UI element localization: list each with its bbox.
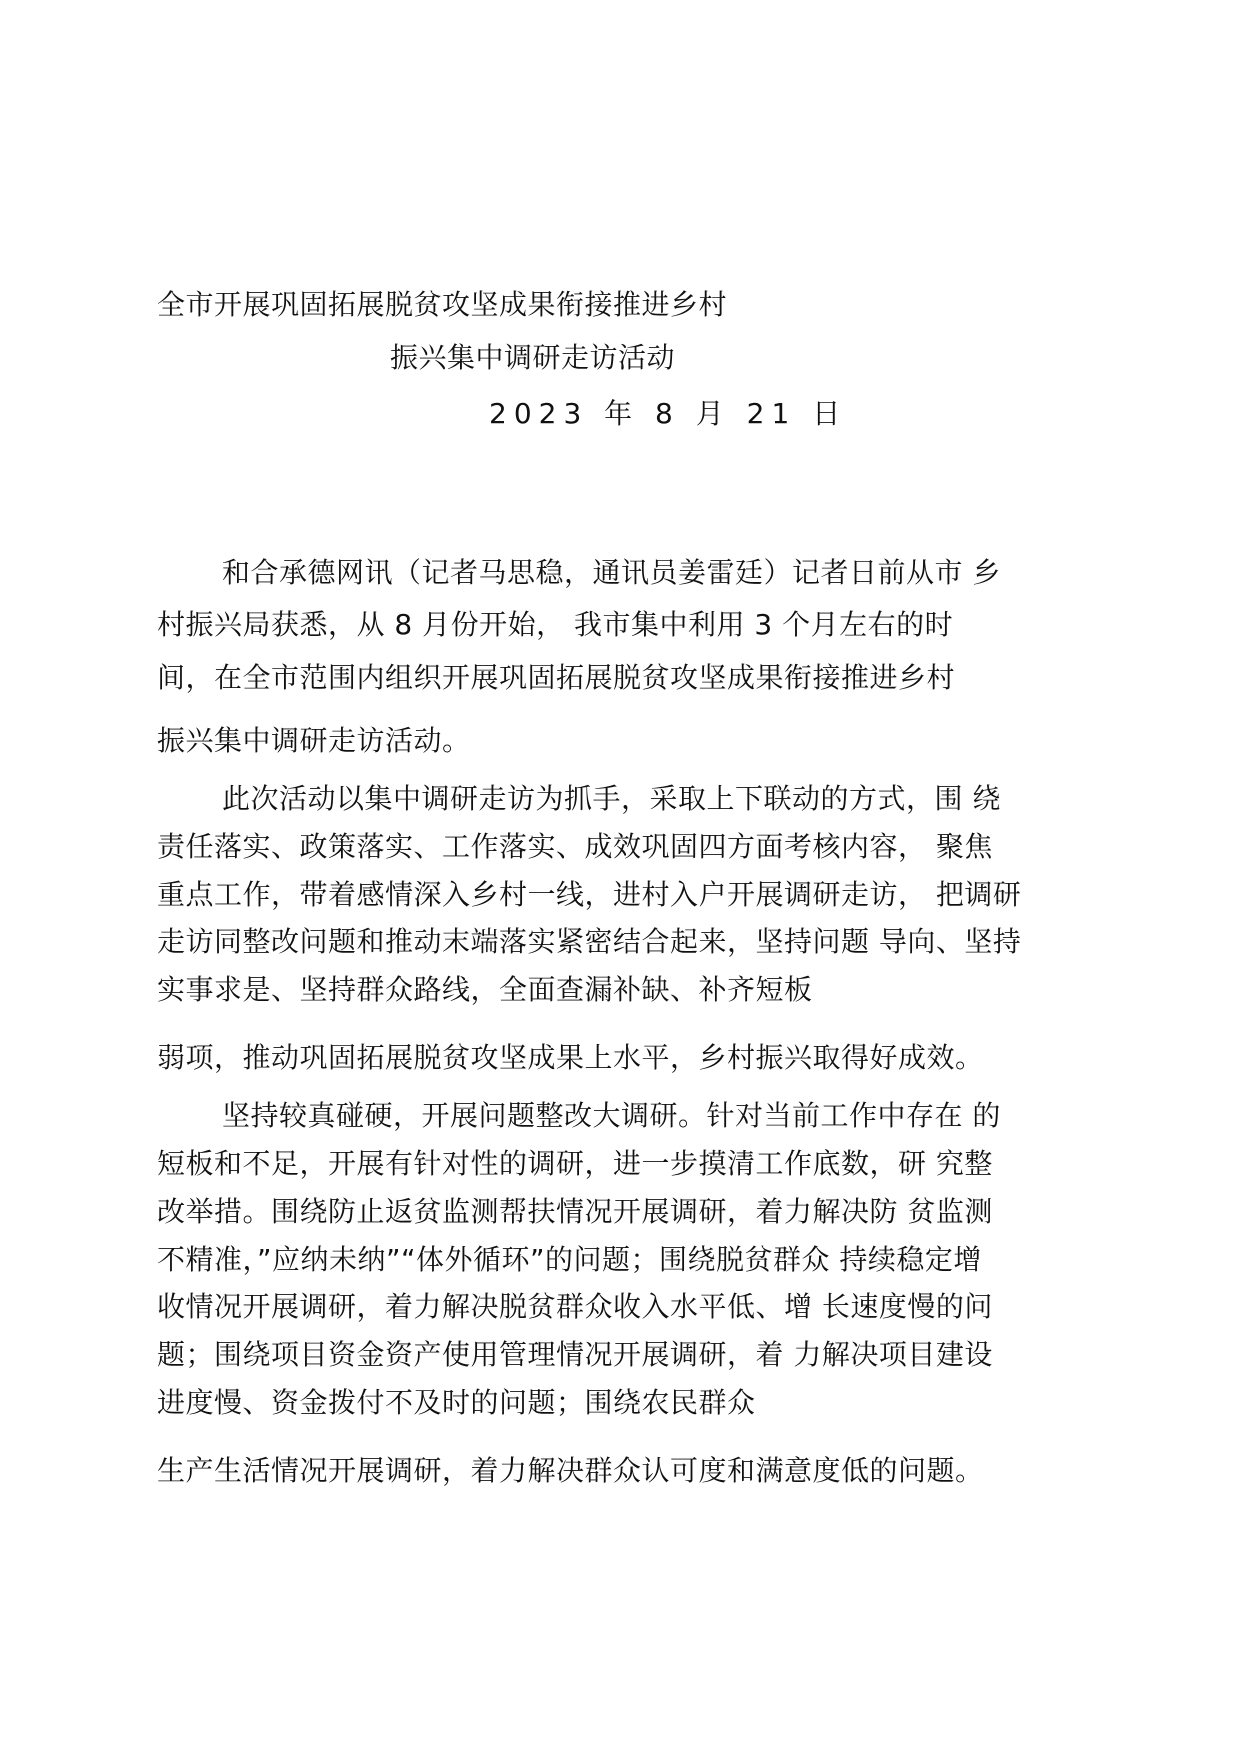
paragraph-line: 责任落实、政策落实、工作落实、成效巩固四方面考核内容， 聚焦 — [157, 830, 993, 863]
paragraph-line: 题；围绕项目资金资产使用管理情况开展调研，着 力解决项目建设 — [157, 1338, 993, 1371]
paragraph-line: 进度慢、资金拨付不及时的问题；围绕农民群众 — [157, 1386, 756, 1419]
document-date: 2023 年 8 月 21 日 — [489, 397, 848, 430]
paragraph-line: 短板和不足，开展有针对性的调研，进一步摸清工作底数，研 究整 — [157, 1147, 993, 1180]
paragraph-line: 村振兴局获悉，从 8 月份开始， 我市集中利用 3 个月左右的时 — [157, 608, 954, 641]
paragraph-line: 坚持较真碰硬，开展问题整改大调研。针对当前工作中存在 的 — [222, 1099, 1001, 1132]
paragraph-line: 收情况开展调研，着力解决脱贫群众收入水平低、增 长速度慢的问 — [157, 1290, 993, 1323]
document-title-line-1: 全市开展巩固拓展脱贫攻坚成果衔接推进乡村 — [157, 288, 728, 321]
paragraph-line: 生产生活情况开展调研，着力解决群众认可度和满意度低的问题。 — [157, 1454, 984, 1487]
document-title-line-2: 振兴集中调研走访活动 — [390, 341, 676, 374]
paragraph-line: 振兴集中调研走访活动。 — [157, 724, 471, 757]
paragraph-line: 改举措。围绕防止返贫监测帮扶情况开展调研，着力解决防 贫监测 — [157, 1195, 993, 1228]
paragraph-line: 实事求是、坚持群众路线，全面查漏补缺、补齐短板 — [157, 973, 813, 1006]
paragraph-line: 走访同整改问题和推动末端落实紧密结合起来，坚持问题 导向、坚持 — [157, 925, 1022, 958]
paragraph-line: 和合承德网讯（记者马思稳，通讯员姜雷廷）记者日前从市 乡 — [222, 556, 1001, 589]
paragraph-line: 间，在全市范围内组织开展巩固拓展脱贫攻坚成果衔接推进乡村 — [157, 661, 956, 694]
paragraph-line: 不精准，”应纳未纳”“体外循环”的问题；围绕脱贫群众 持续稳定增 — [157, 1243, 982, 1276]
paragraph-line: 此次活动以集中调研走访为抓手，采取上下联动的方式，围 绕 — [222, 782, 1001, 815]
paragraph-line: 弱项，推动巩固拓展脱贫攻坚成果上水平，乡村振兴取得好成效。 — [157, 1041, 984, 1074]
paragraph-line: 重点工作，带着感情深入乡村一线，进村入户开展调研走访， 把调研 — [157, 878, 1022, 911]
